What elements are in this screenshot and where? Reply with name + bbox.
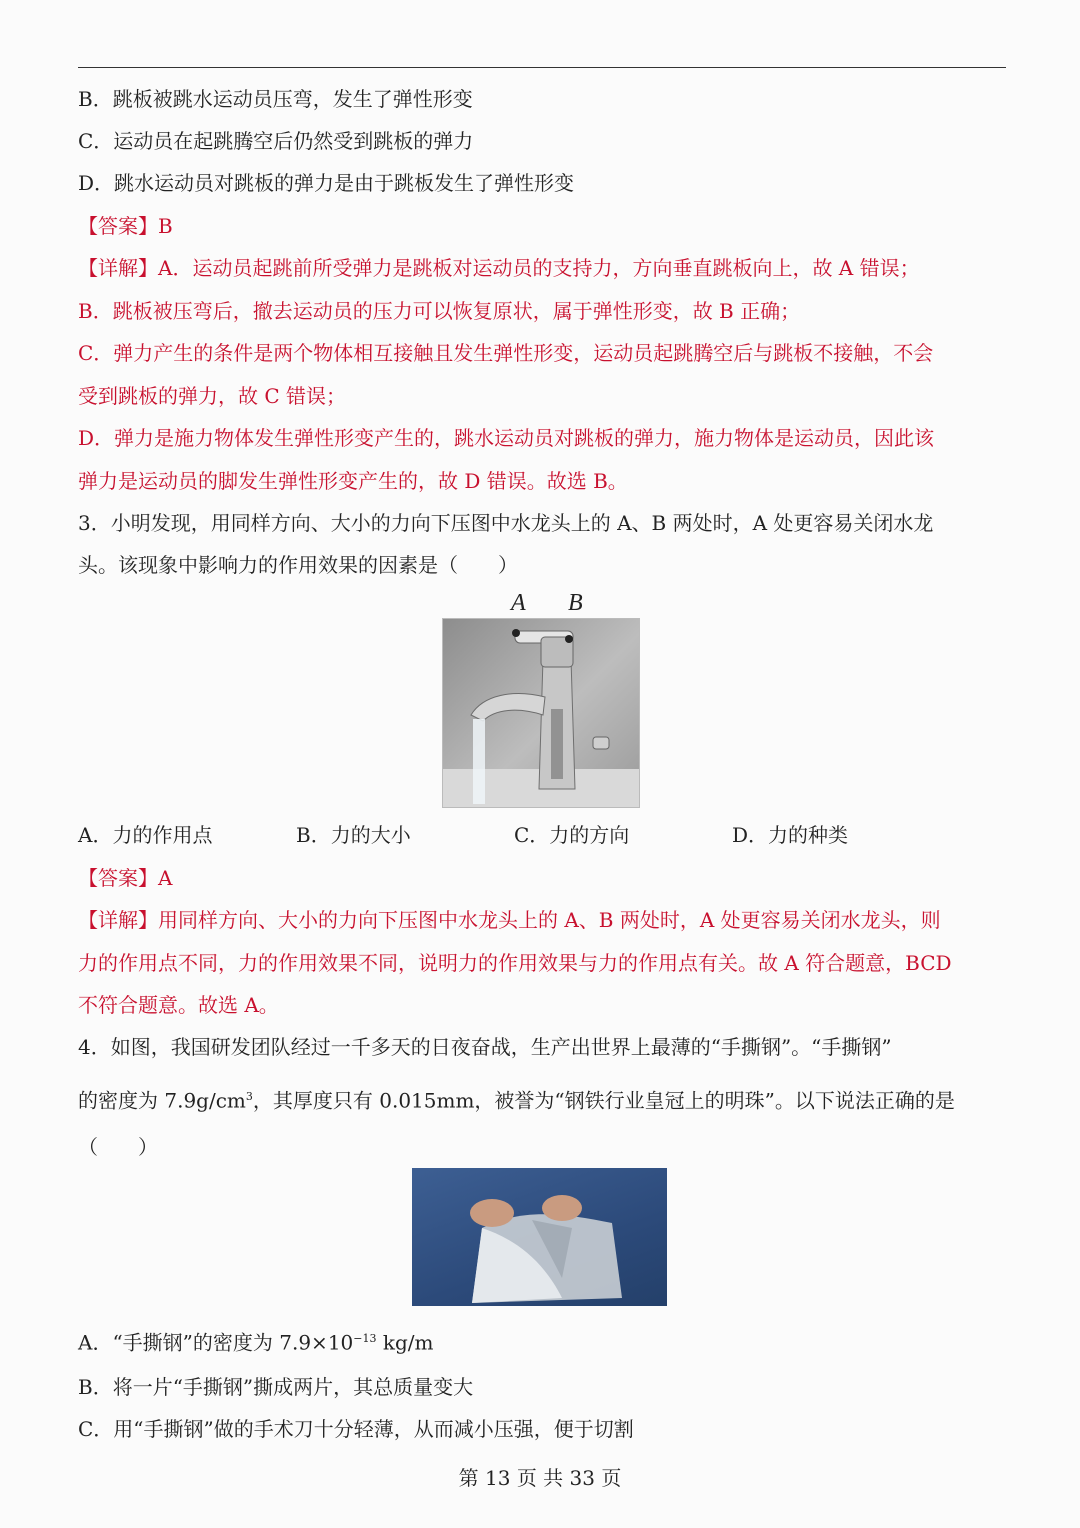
q3-stem: 3．小明发现，用同样方向、大小的力向下压图中水龙头上的 A、B 两处时，A 处更容易关闭水龙 (78, 511, 934, 535)
q4-option-a-unit: kg/m (376, 1330, 434, 1355)
q3-option-c: C．力的方向 (514, 823, 630, 847)
q4-stem-text: 的密度为 7.9g/cm (78, 1088, 246, 1113)
header-rule (78, 67, 1006, 68)
q3-detail: 【详解】用同样方向、大小的力向下压图中水龙头上的 A、B 两处时，A 处更容易关闭水龙头，则 (78, 908, 941, 932)
faucet-photo (442, 618, 640, 808)
q3-option-a: A．力的作用点 (78, 823, 213, 847)
q4-stem-text: ，其厚度只有 0.015mm，被誉为“钢铁行业皇冠上的明珠”。以下说法正确的是 (252, 1088, 955, 1113)
q4-stem (78, 1084, 955, 1114)
q3-detail: 不符合题意。故选 A。 (78, 993, 279, 1017)
q4-option-a-text: A．“手撕钢”的密度为 7.9×10 (78, 1330, 354, 1355)
q2-detail: B．跳板被压弯后，撤去运动员的压力可以恢复原状，属于弹性形变，故 B 正确； (78, 299, 801, 323)
q2-option-c: C．运动员在起跳腾空后仍然受到跳板的弹力 (78, 129, 474, 153)
q4-option-c: C．用“手撕钢”做的手术刀十分轻薄，从而减小压强，便于切割 (78, 1417, 634, 1441)
q2-option-b: B．跳板被跳水运动员压弯，发生了弹性形变 (78, 87, 473, 111)
steel-foil-photo (412, 1168, 667, 1306)
faucet-label-a: A (511, 590, 526, 616)
q4-stem-bracket: （ ） (78, 1135, 158, 1159)
q2-detail: C．弹力产生的条件是两个物体相互接触且发生弹性形变，运动员起跳腾空后与跳板不接触，不会 (78, 341, 934, 365)
q2-option-d: D．跳水运动员对跳板的弹力是由于跳板发生了弹性形变 (78, 171, 575, 195)
q2-detail: 【详解】A．运动员起跳前所受弹力是跳板对运动员的支持力，方向垂直跳板向上，故 A 错误； (78, 256, 920, 280)
q4-option-a (78, 1326, 433, 1356)
q3-option-b: B．力的大小 (296, 823, 411, 847)
q4-stem: 4．如图，我国研发团队经过一千多天的日夜奋战，生产出世界上最薄的“手撕钢”。“手撕钢” (78, 1035, 892, 1059)
q4-option-b: B．将一片“手撕钢”撕成两片，其总质量变大 (78, 1375, 474, 1399)
q3-detail: 力的作用点不同，力的作用效果不同，说明力的作用效果与力的作用点有关。故 A 符合题意，BCD (78, 951, 952, 975)
q2-detail: 受到跳板的弹力，故 C 错误； (78, 384, 347, 408)
q2-answer: 【答案】B (78, 214, 173, 238)
q3-option-d: D．力的种类 (732, 823, 849, 847)
q2-detail: D．弹力是施力物体发生弹性形变产生的，跳水运动员对跳板的弹力，施力物体是运动员，因此该 (78, 426, 935, 450)
faucet-label-b: B (568, 590, 583, 616)
page-footer: 第 13 页 共 33 页 (458, 1466, 622, 1490)
superscript: 3 (245, 1090, 253, 1103)
q2-detail: 弹力是运动员的脚发生弹性形变产生的，故 D 错误。故选 B。 (78, 469, 628, 493)
superscript: −13 (353, 1332, 377, 1345)
q3-answer: 【答案】A (78, 866, 173, 890)
q3-stem: 头。该现象中影响力的作用效果的因素是（ ） (78, 553, 518, 577)
